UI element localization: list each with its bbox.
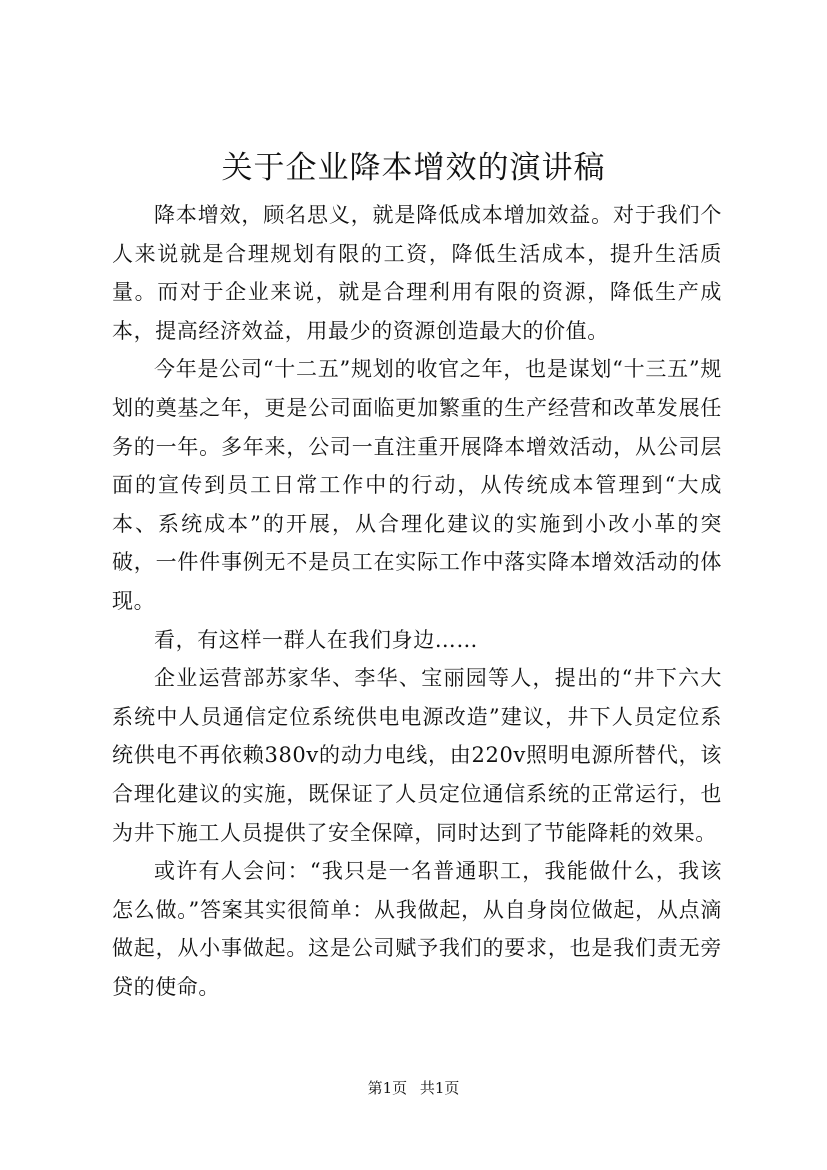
document-body — [112, 196, 722, 1006]
paragraph-3: 看，有这样一群人在我们身边…… — [154, 627, 478, 652]
document-title: 关于企业降本增效的演讲稿 — [221, 150, 606, 186]
page-number: 第1页 — [367, 1079, 408, 1097]
page-total: 共1页 — [419, 1079, 460, 1097]
paragraph-4: 企业运营部苏家华、李华、宝丽园等人，提出的“井下六大系统中人员通信定位系统供电电源改造”建议，井下人员定位系统供电不再依赖380v的动力电线，由220v照明电源所替代，该合理化建议的实施，既保证了人员定位通信系统的正常运行，也为井下施工人员提供了安全保障，同时达到了节能降耗的效果。 — [112, 666, 722, 845]
paragraph-5: 或许有人会问：“我只是一名普通职工，我能做什么，我该怎么做。”答案其实很简单：从我做起，从自身岗位做起，从点滴做起，从小事做起。这是公司赋予我们的要求，也是我们责无旁贷的使命。 — [112, 859, 722, 999]
paragraph-2: 今年是公司“十二五”规划的收官之年，也是谋划“十三五”规划的奠基之年，更是公司面临更加繁重的生产经营和改革发展任务的一年。多年来，公司一直注重开展降本增效活动，从公司层面的宣传到员工日常工作中的行动，从传统成本管理到“大成本、系统成本”的开展，从合理化建议的实施到小改小革的突破，一件件事例无不是员工在实际工作中落实降本增效活动的体现。 — [112, 357, 722, 613]
page-footer — [0, 1078, 827, 1098]
paragraph-1: 降本增效，顾名思义，就是降低成本增加效益。对于我们个人来说就是合理规划有限的工资，降低生活成本，提升生活质量。而对于企业来说，就是合理利用有限的资源，降低生产成本，提高经济效益，用最少的资源创造最大的价值。 — [112, 203, 722, 343]
